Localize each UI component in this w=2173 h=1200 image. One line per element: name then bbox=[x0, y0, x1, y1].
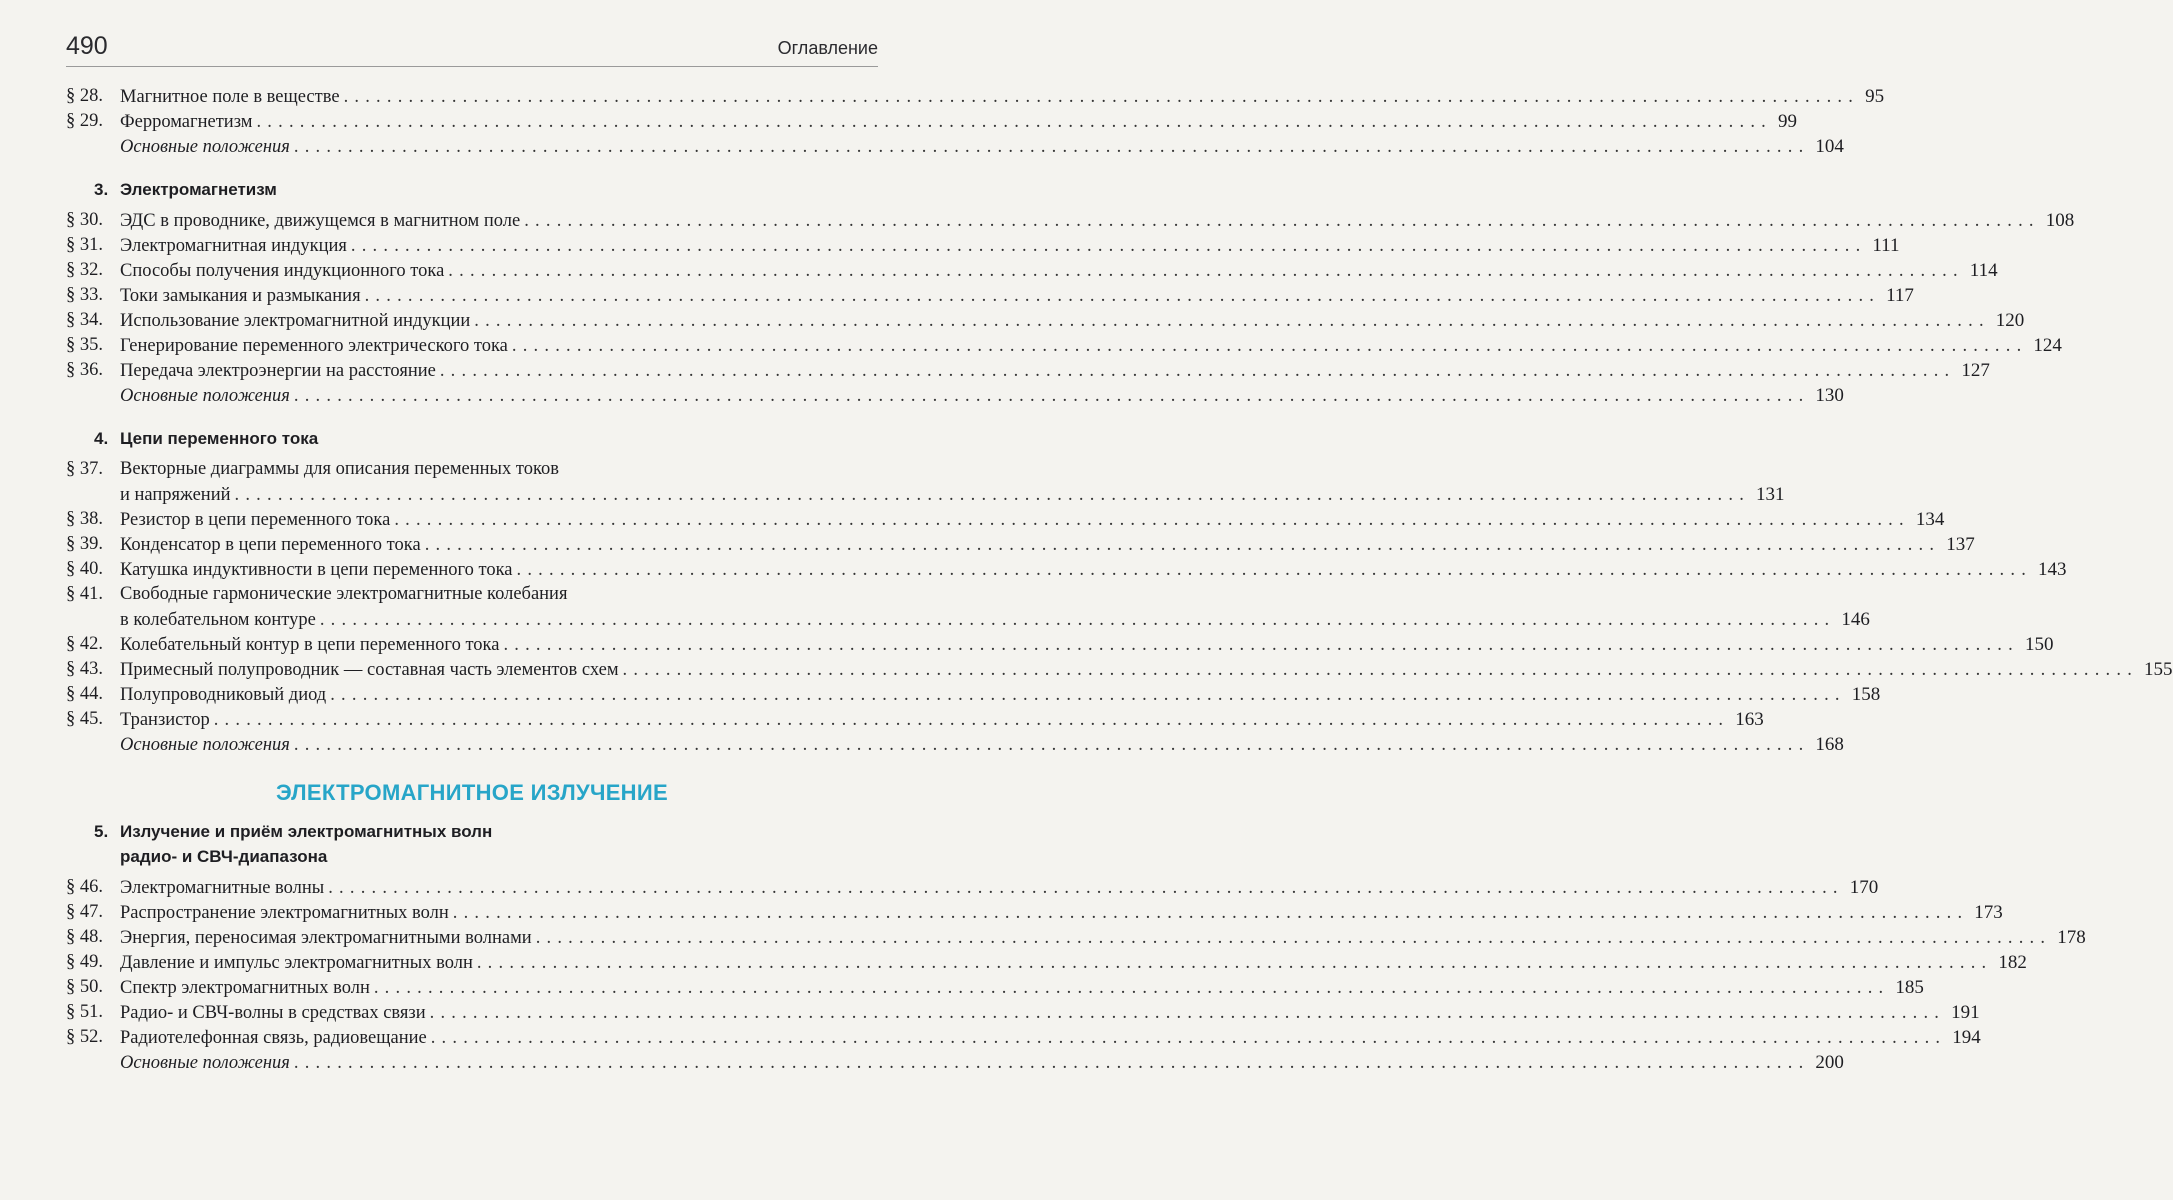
dot-leader: ............................................................................................................................................ bbox=[430, 1028, 1947, 1048]
page-number: 490 bbox=[66, 32, 108, 60]
toc-entry[interactable] bbox=[66, 532, 1975, 557]
toc-entry[interactable] bbox=[66, 507, 1945, 532]
section-number: § 43. bbox=[66, 659, 103, 679]
toc-entry[interactable] bbox=[66, 682, 1881, 707]
chapter-title: Электромагнетизм bbox=[120, 180, 277, 199]
page-ref: 158 bbox=[1851, 684, 1881, 705]
section-title: Электромагнитная индукция bbox=[120, 236, 347, 256]
dot-leader: ............................................................................................................................................ bbox=[364, 286, 1881, 306]
section-title: ЭДС в проводнике, движущемся в магнитном поле bbox=[120, 211, 521, 231]
section-title: Энергия, переносимая электромагнитными волнами bbox=[120, 928, 532, 948]
dot-leader: ............................................................................................................................................ bbox=[516, 560, 2033, 580]
section-title-continued: и напряжений bbox=[120, 485, 231, 505]
dot-leader: ............................................................................................................................................ bbox=[476, 953, 1993, 973]
leader-line bbox=[120, 1025, 1981, 1051]
page-ref: 130 bbox=[1815, 385, 1844, 406]
toc-entry[interactable] bbox=[66, 582, 878, 607]
running-title: Оглавление bbox=[777, 38, 878, 58]
dot-leader: ............................................................................................................................................ bbox=[256, 112, 1772, 132]
dot-leader: ............................................................................................................................................ bbox=[350, 236, 1867, 256]
toc-entry[interactable] bbox=[66, 283, 1914, 308]
section-title: Транзистор bbox=[120, 710, 210, 730]
section-title: Радио- и СВЧ-волны в средствах связи bbox=[120, 1003, 426, 1023]
leader-line bbox=[120, 233, 1900, 259]
toc-entry[interactable] bbox=[66, 707, 1764, 732]
section-title: Генерирование переменного электрического тока bbox=[120, 336, 508, 356]
page-ref: 191 bbox=[1951, 1002, 1980, 1023]
page-ref: 185 bbox=[1895, 977, 1924, 998]
dot-leader: ............................................................................................................................................ bbox=[439, 361, 1956, 381]
section-number: § 40. bbox=[66, 559, 103, 579]
toc-entry[interactable] bbox=[66, 233, 1900, 258]
section-title: Использование электромагнитной индукции bbox=[120, 311, 471, 331]
section-number: § 41. bbox=[66, 584, 103, 604]
table-of-contents bbox=[66, 84, 2173, 1075]
section-title: Основные положения bbox=[120, 1053, 290, 1073]
dot-leader: ............................................................................................................................................ bbox=[373, 978, 1890, 998]
page-ref: 168 bbox=[1815, 734, 1844, 755]
toc-entry-continued[interactable] bbox=[66, 607, 1870, 632]
section-title: Векторные диаграммы для описания переменных токов bbox=[120, 459, 559, 479]
page-ref: 95 bbox=[1865, 86, 1885, 107]
section-number: § 42. bbox=[66, 634, 103, 654]
chapter-heading-3[interactable] bbox=[66, 177, 878, 202]
toc-summary-entry[interactable] bbox=[66, 732, 1844, 757]
section-title: Передача электроэнергии на расстояние bbox=[120, 361, 436, 381]
page-ref: 194 bbox=[1952, 1027, 1981, 1048]
dot-leader: ............................................................................................................................................ bbox=[424, 535, 1941, 555]
page-ref: 108 bbox=[2045, 210, 2075, 231]
section-number: § 28. bbox=[66, 86, 103, 106]
leader-line bbox=[120, 383, 1844, 409]
dot-leader: ............................................................................................................................................ bbox=[328, 878, 1844, 898]
dot-leader: ............................................................................................................................................ bbox=[234, 485, 1751, 505]
section-title: Свободные гармонические электромагнитные колебания bbox=[120, 584, 568, 604]
page-ref: 173 bbox=[1974, 902, 2003, 923]
dot-leader: ............................................................................................................................................ bbox=[474, 311, 1990, 331]
page-ref: 146 bbox=[1841, 609, 1870, 630]
page-ref: 124 bbox=[2033, 335, 2062, 356]
leader-line bbox=[120, 925, 2086, 951]
dot-leader: ............................................................................................................................................ bbox=[319, 610, 1836, 630]
section-title: Спектр электромагнитных волн bbox=[120, 978, 370, 998]
section-number: § 47. bbox=[66, 902, 103, 922]
page-ref: 114 bbox=[1969, 260, 1998, 281]
toc-entry[interactable] bbox=[66, 457, 878, 482]
toc-entry[interactable] bbox=[66, 875, 1879, 900]
toc-entry[interactable] bbox=[66, 557, 2067, 582]
dot-leader: ............................................................................................................................................ bbox=[622, 660, 2139, 680]
page-ref: 134 bbox=[1915, 509, 1945, 530]
page-ref: 163 bbox=[1735, 709, 1764, 730]
page-ref: 120 bbox=[1995, 310, 2025, 331]
section-number: § 34. bbox=[66, 310, 103, 330]
leader-line bbox=[120, 975, 1924, 1001]
section-title: Резистор в цепи переменного тока bbox=[120, 510, 391, 530]
page-ref: 104 bbox=[1815, 136, 1844, 157]
leader-line bbox=[120, 875, 1879, 901]
dot-leader: ............................................................................................................................................ bbox=[452, 903, 1969, 923]
toc-entry[interactable] bbox=[66, 84, 1885, 109]
leader-line bbox=[120, 682, 1881, 708]
leader-line bbox=[120, 283, 1914, 309]
leader-line bbox=[120, 258, 1998, 284]
page-ref: 143 bbox=[2038, 559, 2067, 580]
toc-entry[interactable] bbox=[66, 925, 2086, 950]
page-ref: 99 bbox=[1777, 111, 1797, 132]
leader-line bbox=[120, 482, 1785, 508]
toc-entry[interactable] bbox=[66, 109, 1797, 134]
toc-summary-entry[interactable] bbox=[66, 383, 1844, 408]
chapter-title-continued: радио- и СВЧ-диапазона bbox=[120, 847, 328, 866]
dot-leader: ............................................................................................................................................ bbox=[330, 685, 1846, 705]
toc-entry[interactable] bbox=[66, 900, 2003, 925]
page-ref: 111 bbox=[1872, 235, 1900, 256]
section-title: Конденсатор в цепи переменного тока bbox=[120, 535, 421, 555]
leader-line bbox=[120, 557, 2067, 583]
page-ref: 182 bbox=[1998, 952, 2027, 973]
page-header bbox=[66, 30, 878, 67]
leader-line bbox=[120, 84, 1885, 110]
toc-summary-entry[interactable] bbox=[66, 1050, 1844, 1075]
section-title: Катушка индуктивности в цепи переменного тока bbox=[120, 560, 513, 580]
section-number: § 44. bbox=[66, 684, 103, 704]
page-ref: 117 bbox=[1886, 285, 1914, 306]
section-number: § 29. bbox=[66, 111, 103, 131]
section-number: § 31. bbox=[66, 235, 103, 255]
leader-line bbox=[120, 657, 2173, 683]
leader-line bbox=[120, 507, 1945, 533]
dot-leader: ............................................................................................................................................ bbox=[293, 1053, 1810, 1073]
chapter-heading-5-line2[interactable] bbox=[66, 844, 878, 869]
section-title: Основные положения bbox=[120, 137, 290, 157]
dot-leader: ............................................................................................................................................ bbox=[293, 137, 1810, 157]
toc-entry[interactable] bbox=[66, 657, 2173, 682]
leader-line bbox=[120, 208, 2075, 234]
toc-entry[interactable] bbox=[66, 632, 2054, 657]
page-ref: 127 bbox=[1961, 360, 1990, 381]
chapter-number: 4. bbox=[94, 429, 109, 448]
leader-line bbox=[120, 134, 1844, 160]
section-number: § 30. bbox=[66, 210, 103, 230]
toc-block-magnetism bbox=[66, 84, 1885, 159]
leader-line bbox=[120, 707, 1764, 733]
section-number: § 33. bbox=[66, 285, 103, 305]
section-title: Основные положения bbox=[120, 386, 290, 406]
section-title: Полупроводниковый диод bbox=[120, 685, 327, 705]
toc-entry[interactable] bbox=[66, 208, 2075, 233]
leader-line bbox=[120, 632, 2054, 658]
section-number: § 32. bbox=[66, 260, 103, 280]
section-number: § 37. bbox=[66, 459, 103, 479]
section-number: § 50. bbox=[66, 977, 103, 997]
dot-leader: ............................................................................................................................................ bbox=[429, 1003, 1946, 1023]
page-ref: 170 bbox=[1849, 877, 1879, 898]
leader-line bbox=[120, 607, 1870, 633]
section-title: Основные положения bbox=[120, 735, 290, 755]
leader-line bbox=[120, 308, 2025, 334]
leader-line bbox=[120, 358, 1990, 384]
page-ref: 155 bbox=[2144, 659, 2173, 680]
toc-entry-continued[interactable] bbox=[66, 482, 1785, 507]
section-title: Распространение электромагнитных волн bbox=[120, 903, 449, 923]
section-number: § 45. bbox=[66, 709, 103, 729]
toc-entry[interactable] bbox=[66, 950, 2027, 975]
toc-entry[interactable] bbox=[66, 975, 1924, 1000]
section-number: § 38. bbox=[66, 509, 103, 529]
section-number: § 48. bbox=[66, 927, 103, 947]
leader-line bbox=[120, 532, 1975, 558]
toc-entry[interactable] bbox=[66, 308, 2025, 333]
leader-line bbox=[120, 333, 2062, 359]
section-number: § 49. bbox=[66, 952, 103, 972]
chapter-title: Цепи переменного тока bbox=[120, 429, 319, 448]
dot-leader: ............................................................................................................................................ bbox=[535, 928, 2052, 948]
toc-block-ac-circuits bbox=[66, 457, 2173, 757]
section-title: Давление и импульс электромагнитных волн bbox=[120, 953, 473, 973]
page-ref: 150 bbox=[2024, 634, 2054, 655]
toc-entry[interactable] bbox=[66, 1000, 1980, 1025]
toc-block-electromagnetism bbox=[66, 208, 2075, 408]
dot-leader: ............................................................................................................................................ bbox=[394, 510, 1910, 530]
page-ref: 131 bbox=[1756, 484, 1785, 505]
dot-leader: ............................................................................................................................................ bbox=[503, 635, 2019, 655]
section-title: Способы получения индукционного тока bbox=[120, 261, 445, 281]
leader-line bbox=[120, 1050, 1844, 1076]
dot-leader: ............................................................................................................................................ bbox=[511, 336, 2028, 356]
toc-entry[interactable] bbox=[66, 258, 1998, 283]
dot-leader: ............................................................................................................................................ bbox=[213, 710, 1730, 730]
chapter-number: 3. bbox=[94, 180, 109, 199]
dot-leader: ............................................................................................................................................ bbox=[293, 735, 1810, 755]
dot-leader: ............................................................................................................................................ bbox=[524, 211, 2040, 231]
section-number: § 36. bbox=[66, 360, 103, 380]
toc-entry[interactable] bbox=[66, 333, 2062, 358]
section-title: Примесный полупроводник — составная часть элементов схем bbox=[120, 660, 619, 680]
toc-block-em-waves bbox=[66, 875, 2086, 1075]
chapter-title: Излучение и приём электромагнитных волн bbox=[120, 822, 493, 841]
leader-line bbox=[120, 950, 2027, 976]
leader-line bbox=[120, 1000, 1980, 1026]
chapter-heading-5[interactable] bbox=[66, 819, 878, 844]
dot-leader: ............................................................................................................................................ bbox=[343, 87, 1860, 107]
chapter-heading-4[interactable] bbox=[66, 426, 878, 451]
page-ref: 178 bbox=[2057, 927, 2086, 948]
page-ref: 200 bbox=[1815, 1052, 1844, 1073]
page-ref: 137 bbox=[1946, 534, 1975, 555]
toc-entry[interactable] bbox=[66, 1025, 1981, 1050]
section-number: § 39. bbox=[66, 534, 103, 554]
section-number: § 35. bbox=[66, 335, 103, 355]
leader-line bbox=[120, 900, 2003, 926]
section-number: § 52. bbox=[66, 1027, 103, 1047]
leader-line bbox=[120, 109, 1797, 135]
leader-line bbox=[120, 732, 1844, 758]
section-title: Магнитное поле в веществе bbox=[120, 87, 340, 107]
section-title: Радиотелефонная связь, радиовещание bbox=[120, 1028, 427, 1048]
section-number: § 46. bbox=[66, 877, 103, 897]
toc-summary-entry[interactable] bbox=[66, 134, 1844, 159]
part-title[interactable]: ЭЛЕКТРОМАГНИТНОЕ ИЗЛУЧЕНИЕ bbox=[276, 780, 668, 805]
section-title: Ферромагнетизм bbox=[120, 112, 253, 132]
section-number: § 51. bbox=[66, 1002, 103, 1022]
section-title: Токи замыкания и размыкания bbox=[120, 286, 361, 306]
dot-leader: ............................................................................................................................................ bbox=[448, 261, 1964, 281]
section-title-continued: в колебательном контуре bbox=[120, 610, 316, 630]
section-title: Колебательный контур в цепи переменного тока bbox=[120, 635, 500, 655]
toc-entry[interactable] bbox=[66, 358, 1990, 383]
chapter-number: 5. bbox=[94, 822, 109, 841]
dot-leader: ............................................................................................................................................ bbox=[293, 386, 1810, 406]
section-title: Электромагнитные волны bbox=[120, 878, 325, 898]
